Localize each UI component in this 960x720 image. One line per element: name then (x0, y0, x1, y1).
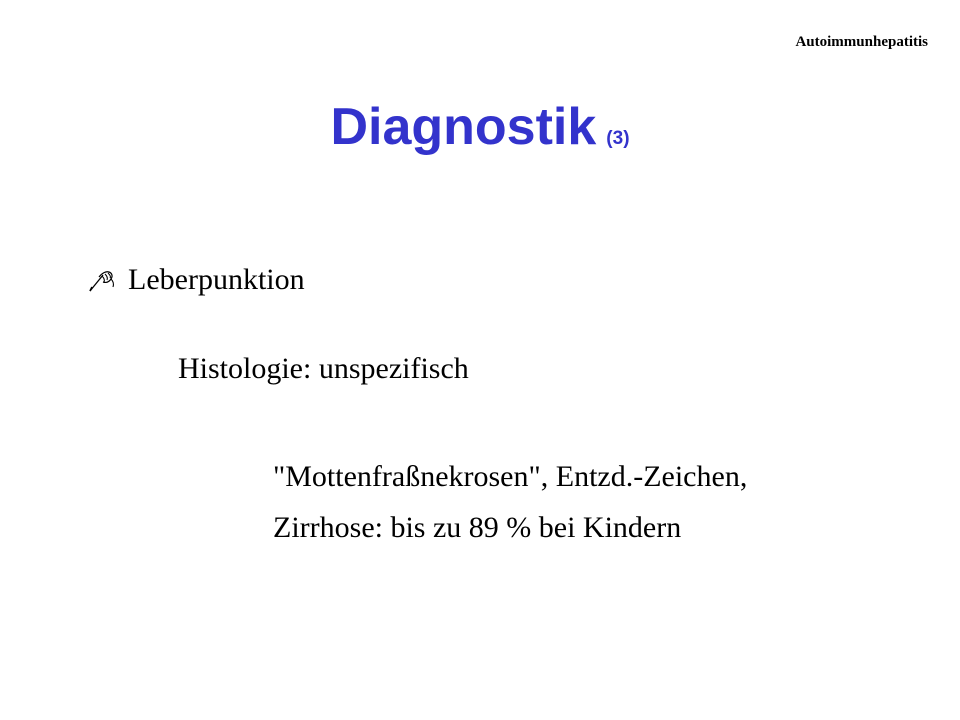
zirrhose-line: Zirrhose: bis zu 89 % bei Kindern (273, 511, 682, 544)
slide-title-main: Diagnostik (330, 98, 597, 156)
header-label: Autoimmunhepatitis (795, 34, 928, 50)
slide-title (0, 92, 960, 175)
bullet-text: Leberpunktion (128, 263, 305, 296)
slide-title-suffix: (3) (606, 128, 630, 149)
bullet-item (86, 258, 305, 302)
mottenfrass-line: "Mottenfraßnekrosen", Entzd.-Zeichen, (273, 460, 748, 493)
histologie-line: Histologie: unspezifisch (178, 352, 469, 385)
pen-writing-icon (86, 265, 116, 295)
